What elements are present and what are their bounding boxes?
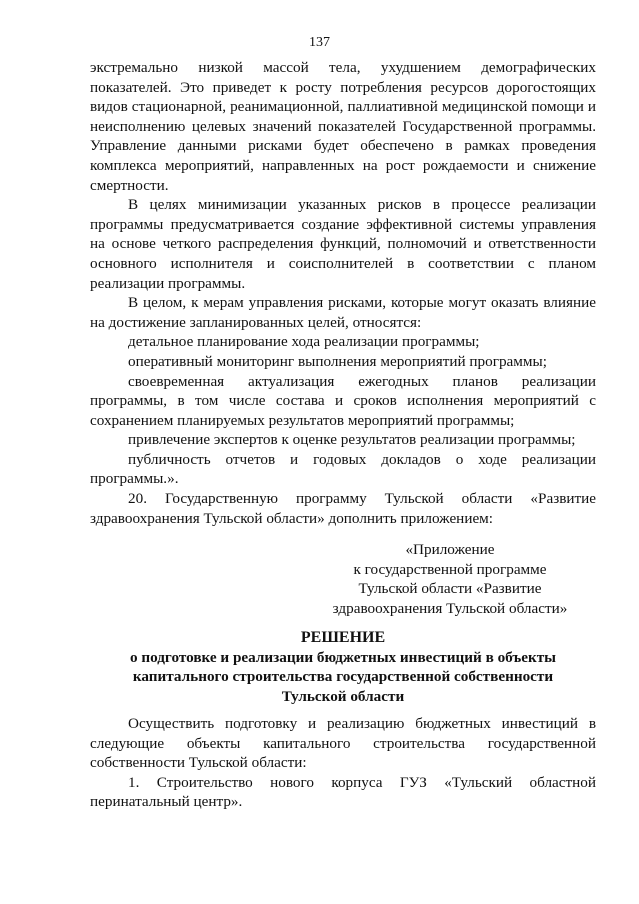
list-item: детальное планирование хода реализации программы;: [128, 333, 480, 351]
paragraph-risk-minimization: В целях минимизации указанных рисков в процессе реализации программы предусматривается создание эффективной системы управления на основе четкого распределения функций, полномочий и ответственности основного исполнителя и соисполнителей в соответствии с планом реализации программы.: [90, 196, 596, 292]
appendix-line: Тульской области «Развитие: [358, 580, 542, 598]
page-number: 137: [309, 35, 330, 50]
decision-body: [90, 714, 596, 812]
paragraph-decision-item-1: 1. Строительство нового корпуса ГУЗ «Тульский областной перинатальный центр».: [90, 773, 596, 811]
paragraph-decision-intro: Осуществить подготовку и реализацию бюджетных инвестиций в следующие объекты капитального строительства государственной собственности Тульской области:: [90, 715, 596, 772]
paragraph-risk-consequences: экстремально низкой массой тела, ухудшением демографических показателей. Это приведет к росту потребления ресурсов дорогостоящих видов стационарной, реанимационной, паллиативной медицинской помощи и неисполнению целевых значений показателей Государственной программы. Управление данными рисками будет обеспечено в рамках проведения комплекса мероприятий, направленных на рост рождаемости и снижение смертности.: [90, 59, 596, 194]
appendix-header: [320, 540, 580, 618]
decision-subtitle-line: Тульской области: [281, 687, 405, 705]
appendix-line: «Приложение: [405, 541, 495, 558]
appendix-line: здравоохранения Тульской области»: [332, 599, 568, 617]
decision-heading: [90, 628, 596, 706]
list-item: публичность отчетов и годовых докладов о ходе реализации программы.».: [90, 450, 596, 488]
list-item: привлечение экспертов к оценке результатов реализации программы;: [128, 431, 576, 449]
decision-title: РЕШЕНИЕ: [300, 629, 386, 646]
document-body: [90, 58, 596, 528]
paragraph-risk-measures-intro: В целом, к мерам управления рисками, которые могут оказать влияние на достижение запланированных целей, относятся:: [90, 294, 596, 331]
decision-subtitle-line: о подготовке и реализации бюджетных инвестиций в объекты: [129, 648, 557, 666]
list-item: своевременная актуализация ежегодных планов реализации программы, в том числе состава и сроков исполнения мероприятий с сохранением планируемых результатов мероприятий программы;: [90, 372, 596, 429]
decision-subtitle-line: капитального строительства государственной собственности: [132, 668, 554, 686]
paragraph-item-20: 20. Государственную программу Тульской области «Развитие здравоохранения Тульской области» дополнить приложением:: [90, 490, 596, 527]
appendix-line: к государственной программе: [353, 560, 547, 578]
list-item: оперативный мониторинг выполнения мероприятий программы;: [128, 352, 547, 370]
